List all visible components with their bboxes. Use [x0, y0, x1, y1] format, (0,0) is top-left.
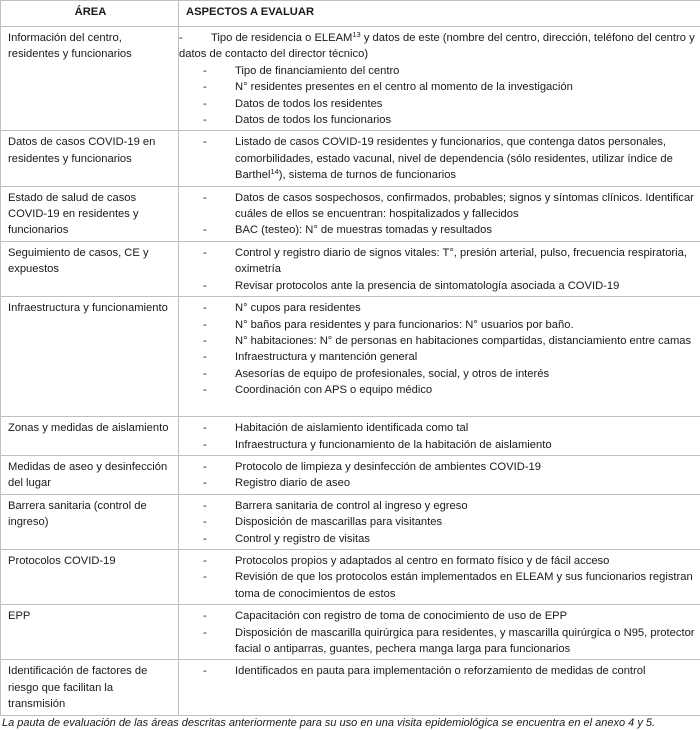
aspect-item: - Disposición de mascarillas para visitantes	[203, 514, 695, 530]
table-row	[1, 417, 700, 456]
table-row	[1, 131, 700, 186]
table-caption: La pauta de evaluación de las áreas descritas anteriormente para su uso en una visita epidemiológica se encuentra en el anexo 4 y 5.	[0, 716, 700, 730]
table-row	[1, 241, 700, 296]
table-row	[1, 186, 700, 241]
footnote-ref: 13	[352, 30, 360, 39]
aspect-item: - BAC (testeo): N° de muestras tomadas y resultados	[203, 222, 695, 238]
aspect-item: - Revisión de que los protocolos están implementados en ELEAM y sus funcionarios registran toma de conocimientos de estos	[203, 569, 695, 602]
header-area: ÁREA	[1, 1, 179, 27]
aspects-cell	[179, 417, 700, 456]
table-header-row	[1, 1, 700, 27]
aspect-item: - Capacitación con registro de toma de conocimiento de uso de EPP	[203, 608, 695, 624]
area-cell: EPP	[1, 605, 179, 660]
table-row	[1, 297, 700, 417]
aspects-cell	[179, 494, 700, 549]
area-cell: Zonas y medidas de aislamiento	[1, 417, 179, 456]
table-row	[1, 660, 700, 715]
aspect-item: - Control y registro de visitas	[203, 531, 695, 547]
aspect-item: - Disposición de mascarilla quirúrgica para residentes, y mascarilla quirúrgica o N95, protector facial o antiparras, guantes, pechera manga larga para funcionarios	[203, 625, 695, 658]
footnote-ref: 14	[270, 167, 278, 176]
aspect-item: - Asesorías de equipo de profesionales, social, y otros de interés	[203, 366, 695, 382]
aspect-item: - Coordinación con APS o equipo médico	[203, 382, 695, 398]
aspect-item: - N° habitaciones: N° de personas en habitaciones compartidas, distanciamiento entre camas	[203, 333, 695, 349]
aspects-cell	[179, 186, 700, 241]
table-row	[1, 549, 700, 604]
aspect-item: - Datos de todos los funcionarios	[203, 112, 695, 128]
aspect-item: - Protocolos propios y adaptados al centro en formato físico y de fácil acceso	[203, 553, 695, 569]
aspect-item: - Registro diario de aseo	[203, 475, 695, 491]
aspects-cell	[179, 131, 700, 186]
aspects-cell	[179, 241, 700, 296]
aspect-item: - Datos de casos sospechosos, confirmados, probables; signos y síntomas clínicos. Identificar cuáles de ellos se encuentran: hospitalizados y fallecidos	[203, 190, 695, 223]
area-cell: Información del centro, residentes y funcionarios	[1, 27, 179, 131]
aspect-item: - Tipo de residencia o ELEAM$^{13}$ y datos de este (nombre del centro, dirección, teléfono del centro y datos de contacto del director técnico)	[179, 30, 695, 63]
aspect-item: - Listado de casos COVID-19 residentes y funcionarios, que contenga datos personales, comorbilidades, estado vacunal, nivel de dependencia (sólo residentes, utilizar índice de Barthel$^{14}$), sistema de turnos de funcionarios	[203, 134, 695, 183]
area-cell: Barrera sanitaria (control de ingreso)	[1, 494, 179, 549]
aspect-item: - Infraestructura y mantención general	[203, 349, 695, 365]
aspects-cell	[179, 297, 700, 417]
aspect-item: - Identificados en pauta para implementación o reforzamiento de medidas de control	[203, 663, 695, 679]
aspect-item: - Infraestructura y funcionamiento de la habitación de aislamiento	[203, 437, 695, 453]
aspects-cell	[179, 549, 700, 604]
table-row	[1, 455, 700, 494]
aspects-cell	[179, 660, 700, 715]
aspect-item: - Protocolo de limpieza y desinfección de ambientes COVID-19	[203, 459, 695, 475]
aspect-item: - N° residentes presentes en el centro al momento de la investigación	[203, 79, 695, 95]
area-cell: Datos de casos COVID-19 en residentes y funcionarios	[1, 131, 179, 186]
bullet-dash: -	[179, 30, 191, 46]
aspects-cell	[179, 455, 700, 494]
aspect-item: - Barrera sanitaria de control al ingreso y egreso	[203, 498, 695, 514]
table-row	[1, 605, 700, 660]
area-cell: Medidas de aseo y desinfección del lugar	[1, 455, 179, 494]
header-aspects: ASPECTOS A EVALUAR	[179, 1, 700, 27]
aspect-item: - Control y registro diario de signos vitales: T°, presión arterial, pulso, frecuencia respiratoria, oximetría	[203, 245, 695, 278]
aspect-item: - Revisar protocolos ante la presencia de sintomatología asociada a COVID-19	[203, 278, 695, 294]
area-cell: Identificación de factores de riesgo que facilitan la transmisión	[1, 660, 179, 715]
area-cell: Seguimiento de casos, CE y expuestos	[1, 241, 179, 296]
table-row	[1, 27, 700, 131]
area-cell: Infraestructura y funcionamiento	[1, 297, 179, 417]
aspect-item: - Tipo de financiamiento del centro	[203, 63, 695, 79]
aspect-item: - Habitación de aislamiento identificada como tal	[203, 420, 695, 436]
aspects-cell	[179, 605, 700, 660]
area-cell: Estado de salud de casos COVID-19 en residentes y funcionarios	[1, 186, 179, 241]
aspect-item: - N° cupos para residentes	[203, 300, 695, 316]
aspect-item: - N° baños para residentes y para funcionarios: N° usuarios por baño.	[203, 317, 695, 333]
aspect-item: - Datos de todos los residentes	[203, 96, 695, 112]
table-row	[1, 494, 700, 549]
aspects-cell	[179, 27, 700, 131]
area-cell: Protocolos COVID-19	[1, 549, 179, 604]
